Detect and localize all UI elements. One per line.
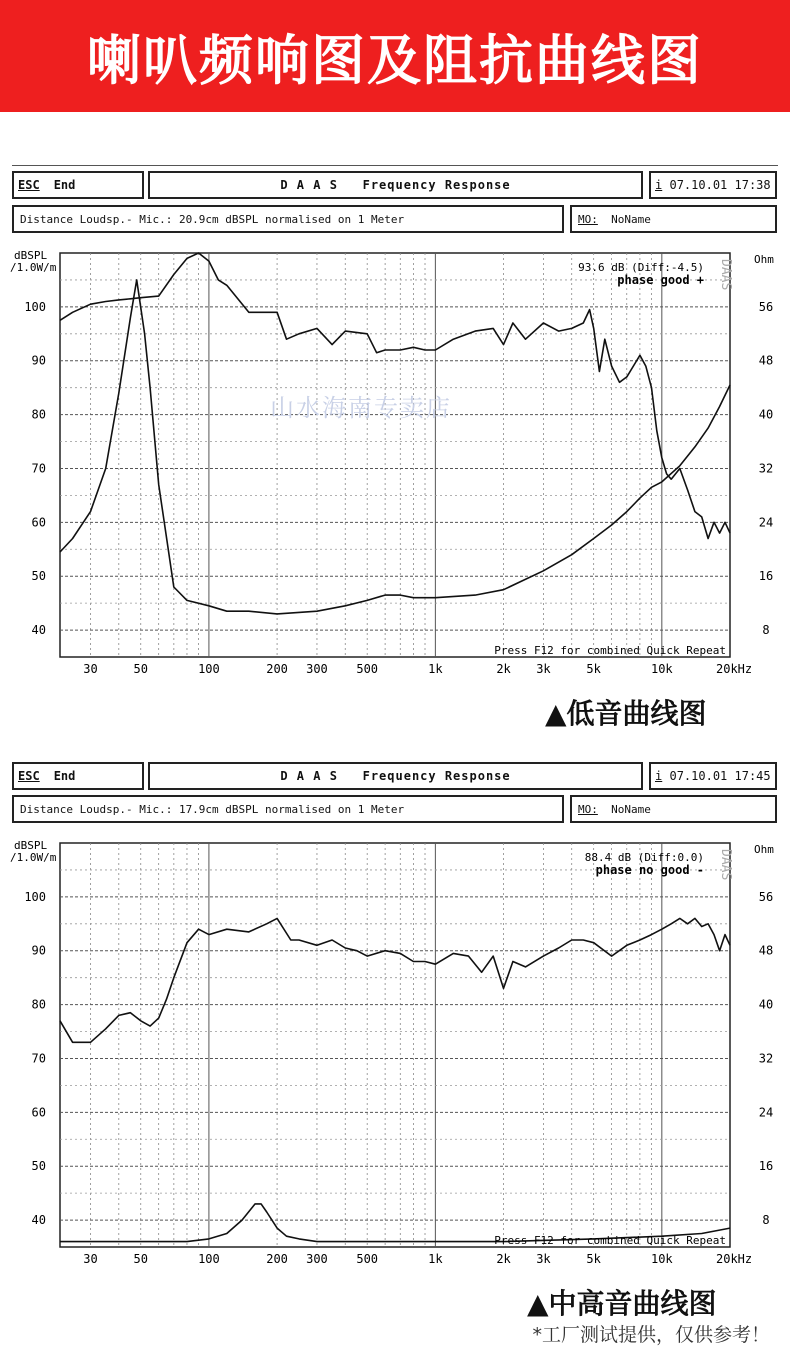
x-tick-label: 5k [586, 1252, 601, 1266]
x-tick-label: 5k [586, 662, 601, 675]
y2-tick-label: 32 [758, 461, 774, 476]
caption-woofer: ▲低音曲线图 [545, 697, 707, 730]
x-tick-label: 3k [536, 1252, 551, 1266]
x-tick-label: 100 [198, 662, 220, 675]
y2-tick-label: 24 [758, 1105, 774, 1120]
x-tick-label: 50 [133, 662, 148, 675]
x-tick-label: 10k [650, 662, 673, 675]
distance-text: Distance Loudsp.- Mic.: 20.9cm dBSPL normalised on 1 Meter [20, 212, 405, 226]
x-tick-label: 20kHz [716, 1252, 753, 1266]
date-box [649, 171, 777, 199]
readout-level: 93.6 dB (Diff:-4.5) [578, 261, 704, 274]
esc-button[interactable]: ESC [18, 769, 40, 783]
end-button[interactable]: End [53, 769, 76, 783]
y-axis-label: dBSPL [14, 249, 48, 262]
y-tick-label: 90 [31, 353, 46, 368]
toolbar-esc-box[interactable] [12, 171, 144, 199]
footer-hint: Press F12 for combined Quick Repeat [494, 1234, 726, 1247]
y2-axis-label: Ohm [754, 253, 774, 266]
y-tick-label: 50 [31, 1159, 46, 1174]
disclaimer-note: *工厂测试提供，仅供参考！ [532, 1324, 770, 1346]
end-button[interactable]: End [53, 178, 76, 192]
caption-midhigh: ▲中高音曲线图 [527, 1287, 717, 1320]
window-title-box [148, 171, 643, 199]
footer-hint: Press F12 for combined Quick Repeat [494, 644, 726, 657]
toolbar-esc-box[interactable] [12, 762, 144, 790]
x-tick-label: 3k [536, 662, 551, 675]
y-tick-label: 70 [31, 1051, 46, 1066]
y2-tick-label: 8 [762, 623, 770, 638]
y2-tick-label: 16 [758, 1159, 774, 1174]
banner-title: 喇叭频响图及阻抗曲线图 [87, 28, 703, 92]
window-title: D A A S Frequency Response [280, 769, 511, 783]
y2-tick-label: 56 [758, 299, 774, 314]
y2-tick-label: 24 [758, 515, 774, 530]
y-tick-label: 60 [31, 515, 46, 530]
x-tick-label: 100 [198, 1252, 220, 1266]
mo-value: NoName [611, 802, 651, 816]
daas-mark: DAAS [718, 849, 733, 881]
x-tick-label: 200 [266, 662, 288, 675]
readout-level: 88.4 dB (Diff:0.0) [584, 851, 704, 864]
y2-tick-label: 32 [758, 1051, 774, 1066]
y-tick-label: 60 [31, 1105, 46, 1120]
x-tick-label: 10k [650, 1252, 673, 1266]
readout-phase: phase good + [617, 273, 704, 287]
y-axis-label-unit: /1.0W/m [10, 851, 57, 864]
date-box [649, 762, 777, 790]
x-tick-label: 2k [496, 662, 511, 675]
x-tick-label: 300 [306, 1252, 328, 1266]
y-tick-label: 40 [31, 1213, 46, 1228]
y2-tick-label: 16 [758, 569, 774, 584]
x-tick-label: 500 [356, 1252, 379, 1266]
mo-label: MO: [578, 802, 598, 816]
plot-frame [60, 843, 730, 1247]
y-tick-label: 100 [24, 299, 46, 314]
y2-tick-label: 8 [762, 1213, 770, 1228]
header-rule [12, 165, 778, 166]
distance-text: Distance Loudsp.- Mic.: 17.9cm dBSPL normalised on 1 Meter [20, 802, 405, 816]
y2-tick-label: 56 [758, 889, 774, 904]
mo-box[interactable] [570, 205, 777, 233]
x-tick-label: 300 [306, 662, 328, 675]
x-tick-label: 30 [83, 1252, 98, 1266]
y-axis-label: dBSPL [14, 839, 48, 852]
y2-tick-label: 48 [758, 353, 774, 368]
y-tick-label: 40 [31, 623, 46, 638]
window-title-box [148, 762, 643, 790]
y-axis-label-unit: /1.0W/m [10, 261, 57, 274]
x-tick-label: 200 [266, 1252, 288, 1266]
mo-box[interactable] [570, 795, 777, 823]
y-tick-label: 80 [31, 997, 46, 1012]
y2-tick-label: 40 [758, 407, 774, 422]
mo-value: NoName [611, 212, 651, 226]
y-tick-label: 80 [31, 407, 46, 422]
distance-box [12, 205, 564, 233]
x-tick-label: 500 [356, 662, 379, 675]
esc-button[interactable]: ESC [18, 178, 40, 192]
readout-phase: phase no good - [595, 863, 704, 877]
watermark: 山水海南专卖店 [270, 394, 452, 422]
frequency-chart-2 [0, 835, 790, 1267]
x-tick-label: 2k [496, 1252, 511, 1266]
y2-tick-label: 48 [758, 943, 774, 958]
x-tick-label: 20kHz [716, 662, 753, 675]
y-tick-label: 70 [31, 461, 46, 476]
mo-label: MO: [578, 212, 598, 226]
daas-mark: DAAS [718, 259, 733, 291]
date-time: 07.10.01 17:38 [669, 178, 771, 192]
y2-axis-label: Ohm [754, 843, 774, 856]
info-icon[interactable]: i [655, 178, 663, 192]
window-title: D A A S Frequency Response [280, 178, 511, 192]
date-time: 07.10.01 17:45 [669, 769, 771, 783]
y-tick-label: 50 [31, 569, 46, 584]
x-tick-label: 1k [428, 662, 443, 675]
x-tick-label: 30 [83, 662, 98, 675]
y-tick-label: 100 [24, 889, 46, 904]
y-tick-label: 90 [31, 943, 46, 958]
page-banner [0, 0, 790, 112]
x-tick-label: 1k [428, 1252, 443, 1266]
plot-frame [60, 253, 730, 657]
info-icon[interactable]: i [655, 769, 663, 783]
frequency-chart-1 [0, 245, 790, 675]
x-tick-label: 50 [133, 1252, 148, 1266]
y2-tick-label: 40 [758, 997, 774, 1012]
distance-box [12, 795, 564, 823]
